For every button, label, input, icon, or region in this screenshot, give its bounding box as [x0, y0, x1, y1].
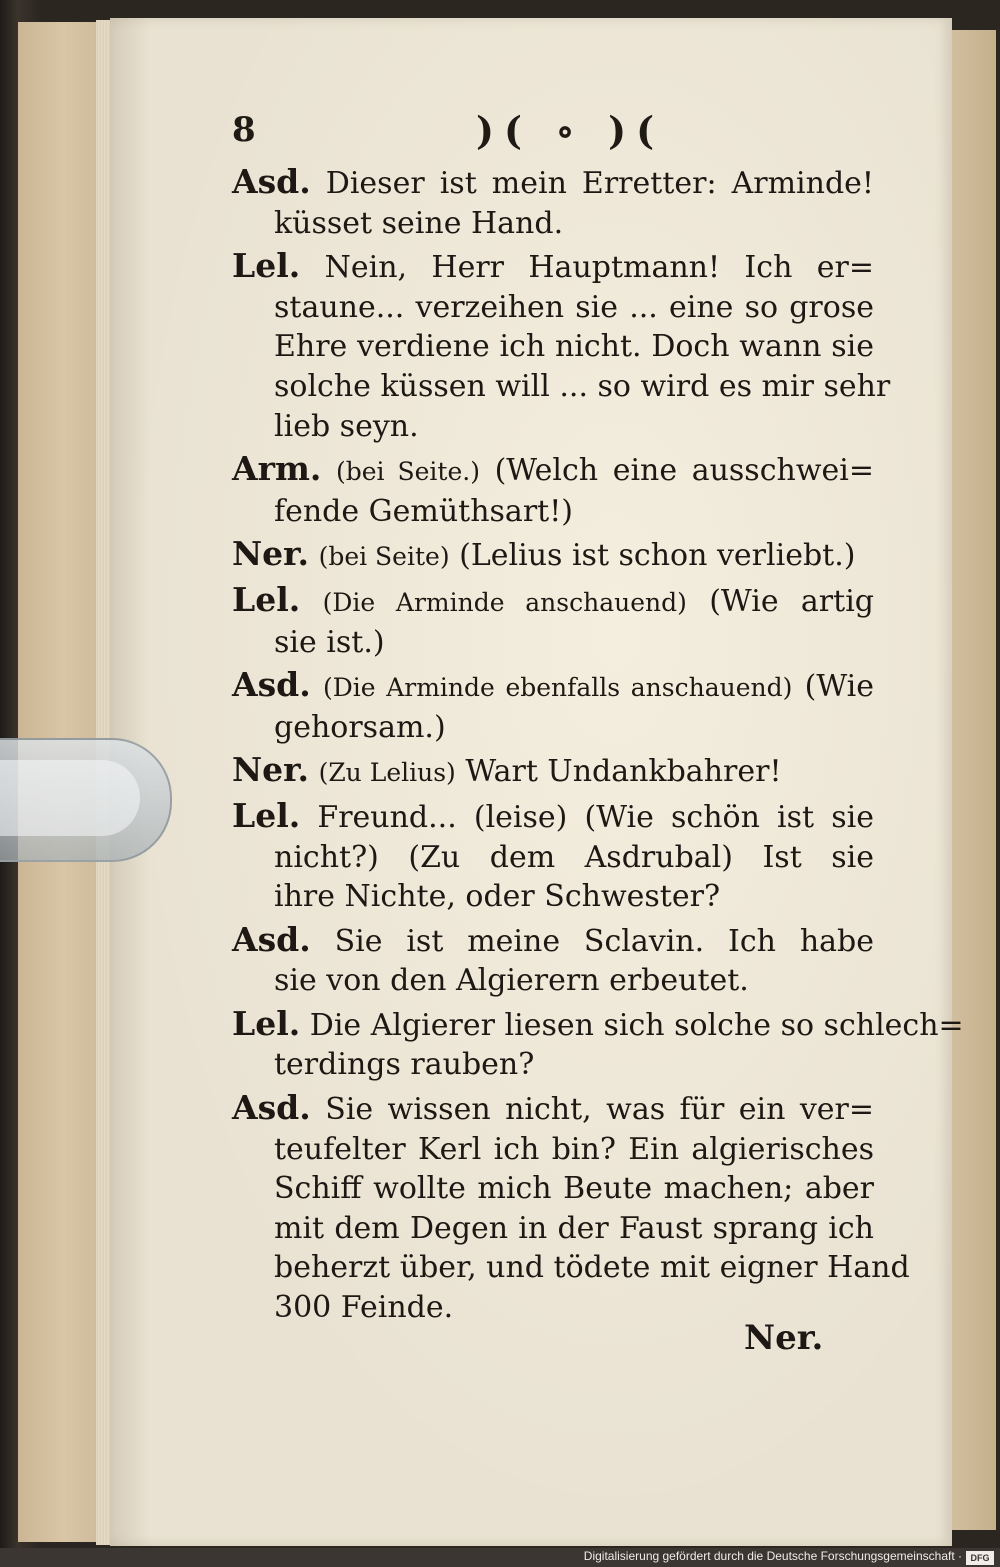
text-line — [232, 246, 874, 288]
speech — [232, 449, 874, 531]
page-number: 8 — [232, 110, 256, 150]
line-text: Nein, Herr Hauptmann! Ich er= — [324, 250, 874, 286]
speech — [232, 246, 891, 446]
line-text: sie von den Algierern erbeutet. — [274, 963, 749, 999]
line-text: 300 Feinde. — [274, 1290, 454, 1326]
line-text: terdings rauben? — [274, 1047, 535, 1083]
text-line — [232, 534, 874, 577]
speaker-name: Asd. — [232, 162, 311, 201]
header-ornament: )( ∘ )( — [476, 108, 665, 153]
line-text: Dieser ist mein Erretter: Arminde! — [325, 166, 874, 201]
line-text: teufelter Kerl ich bin? Ein algierisches — [274, 1131, 874, 1167]
speech — [232, 162, 874, 243]
line-text: küsset seine Hand. — [274, 205, 564, 241]
line-text: nicht?) (Zu dem Asdrubal) Ist sie — [274, 839, 874, 875]
line-text: mit dem Degen in der Faust sprang ich — [274, 1210, 874, 1246]
speaker-name: Asd. — [232, 919, 311, 959]
line-text: solche küssen will ... so wird es mir sehr — [274, 368, 891, 404]
speaker-name: Ner. — [232, 750, 310, 790]
text-line — [232, 1045, 874, 1085]
text-line — [232, 796, 874, 838]
line-text: Wart Undankbahrer! — [465, 754, 782, 790]
stage-direction: (bei Seite.) — [335, 457, 480, 487]
footer-credit: Digitalisierung gefördert durch die Deutsche Forschungsgemeinschaft · — [583, 1549, 962, 1563]
line-text: (Welch eine ausschwei= — [494, 453, 874, 489]
speech — [232, 665, 874, 747]
text-line — [232, 877, 874, 917]
text-line — [232, 920, 874, 962]
dfg-logo: DFG — [966, 1551, 994, 1565]
page-text — [232, 162, 964, 1331]
text-line — [232, 1209, 874, 1249]
text-line — [232, 708, 874, 748]
line-text: fende Gemüthsart!) — [274, 493, 573, 529]
speech — [232, 920, 874, 1001]
speaker-name: Lel. — [232, 246, 301, 286]
speaker-name: Asd. — [232, 1088, 311, 1128]
line-text: Ehre verdiene ich nicht. Doch wann sie — [274, 329, 874, 365]
text-line — [232, 1003, 964, 1046]
speaker-name: Ner. — [232, 534, 310, 574]
text-line — [232, 1130, 874, 1170]
stage-direction: (bei Seite) — [318, 542, 450, 572]
speaker-name: Asd. — [232, 665, 311, 705]
line-text: (Wie — [804, 669, 874, 705]
text-line — [232, 449, 874, 492]
line-text: gehorsam.) — [274, 709, 446, 745]
text-line — [232, 492, 874, 532]
text-line — [232, 367, 891, 407]
text-line — [232, 162, 874, 204]
line-text: beherzt über, und tödete mit eigner Hand — [274, 1250, 910, 1286]
book-cover-right — [948, 30, 996, 1530]
speech — [232, 796, 874, 917]
speech — [232, 750, 874, 793]
page-header — [232, 108, 872, 158]
text-line — [232, 1088, 874, 1130]
line-text: Freund... (leise) (Wie schön ist sie — [317, 799, 874, 835]
text-line — [232, 407, 874, 447]
line-text: sie ist.) — [274, 624, 385, 660]
stage-direction: (Die Arminde anschauend) — [322, 587, 687, 617]
speech — [232, 1003, 964, 1085]
catchword: Ner. — [744, 1318, 824, 1358]
text-line — [232, 838, 874, 878]
speaker-name: Arm. — [232, 449, 322, 489]
stage-direction: (Die Arminde ebenfalls anschauend) — [322, 673, 793, 703]
line-text: lieb seyn. — [274, 408, 419, 444]
text-line — [232, 750, 874, 793]
line-text: Sie wissen nicht, was für ein ver= — [325, 1092, 874, 1128]
speech — [232, 1088, 910, 1328]
line-text: (Wie artig — [709, 583, 874, 619]
speech — [232, 534, 874, 577]
speech — [232, 580, 874, 662]
bookmark-clip-highlight — [0, 760, 140, 836]
text-line — [232, 288, 874, 328]
line-text: Schiff wollte mich Beute machen; aber — [274, 1171, 874, 1207]
line-text: Sie ist meine Sclavin. Ich habe — [334, 923, 874, 959]
speaker-name: Lel. — [232, 1003, 301, 1043]
text-line — [232, 327, 874, 367]
speaker-name: Lel. — [232, 795, 301, 835]
text-line — [232, 961, 874, 1001]
text-line — [232, 1169, 874, 1209]
speaker-name: Lel. — [232, 579, 301, 619]
text-line — [232, 204, 874, 244]
line-text: (Lelius ist schon verliebt.) — [459, 538, 856, 574]
text-line — [232, 1248, 910, 1288]
line-text: staune... verzeihen sie ... eine so grose — [274, 289, 874, 325]
text-line — [232, 665, 874, 708]
text-line — [232, 580, 874, 623]
stage-direction: (Zu Lelius) — [318, 758, 456, 788]
text-line — [232, 623, 874, 663]
line-text: ihre Nichte, oder Schwester? — [274, 879, 721, 915]
line-text: Die Algierer liesen sich solche so schlech= — [309, 1007, 964, 1043]
